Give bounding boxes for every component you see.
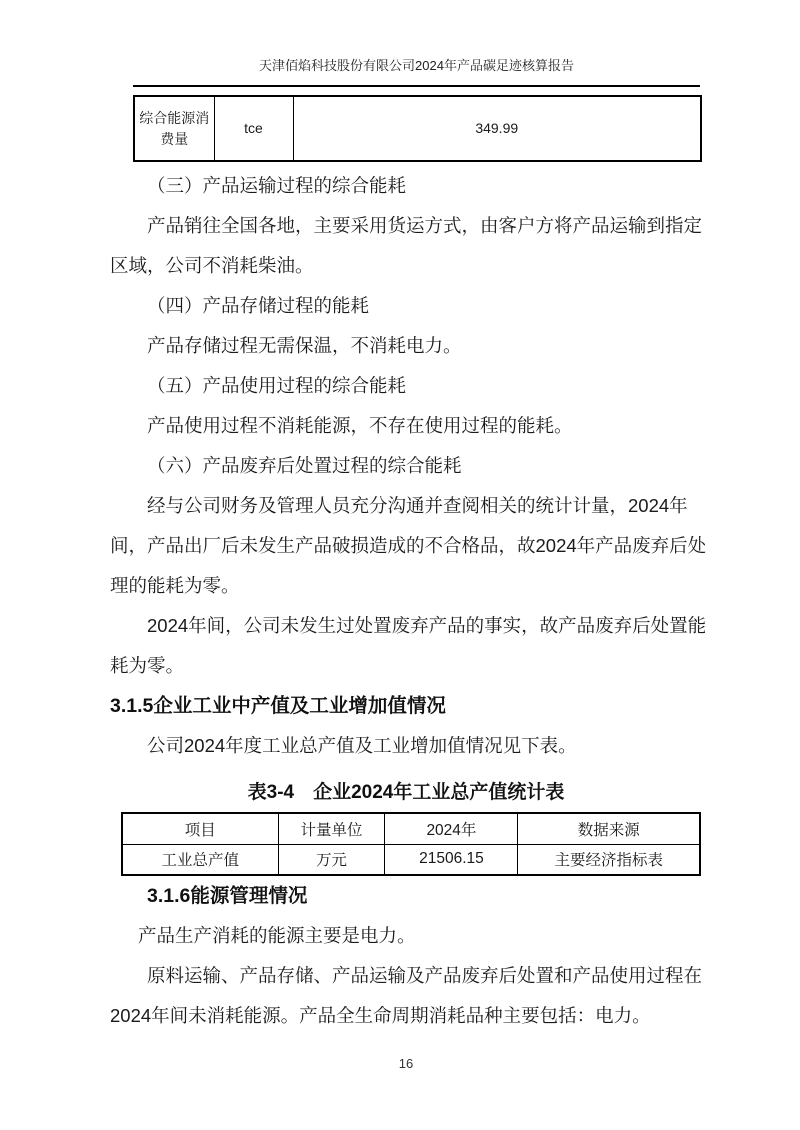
numbered-heading-3-1-5: 3.1.5企业工业中产值及工业增加值情况: [110, 695, 446, 717]
table-cell: 主要经济指标表: [518, 844, 700, 875]
energy-item-cell: 综合能源消费量: [134, 96, 214, 161]
section-heading-3: （三）产品运输过程的综合能耗: [147, 175, 407, 196]
column-header: 数据来源: [518, 813, 700, 844]
body-content: [110, 166, 707, 1036]
column-header: 计量单位: [278, 813, 385, 844]
column-header: 2024年: [385, 813, 518, 844]
table-cell: 21506.15: [385, 844, 518, 875]
paragraph-line: 间，产品出厂后未发生产品破损造成的不合格品，故2024年产品废弃后处: [110, 535, 707, 556]
numbered-heading-3-1-6: 3.1.6能源管理情况: [147, 885, 308, 907]
section-heading-5: （五）产品使用过程的综合能耗: [147, 375, 407, 396]
energy-consumption-table: [133, 95, 702, 162]
page-number: 16: [398, 1056, 414, 1071]
paragraph-line: 经与公司财务及管理人员充分沟通并查阅相关的统计计量，2024年: [147, 495, 688, 516]
table-3-4-caption: 表3-4 企业2024年工业总产值统计表: [247, 782, 565, 803]
energy-unit-cell: tce: [214, 96, 293, 161]
running-header-title: 天津佰焰科技股份有限公司2024年产品碳足迹核算报告: [259, 58, 574, 73]
industrial-output-table: [121, 812, 701, 876]
paragraph-line: 原料运输、产品存储、产品运输及产品废弃后处置和产品使用过程在: [147, 965, 703, 986]
paragraph-line: 耗为零。: [110, 655, 185, 676]
paragraph-line: 产品销往全国各地，主要采用货运方式，由客户方将产品运输到指定: [147, 215, 703, 236]
table-cell: 万元: [278, 844, 385, 875]
running-header: [133, 56, 700, 87]
column-header: 项目: [122, 813, 278, 844]
paragraph-line: 理的能耗为零。: [110, 575, 240, 596]
section-heading-4: （四）产品存储过程的能耗: [147, 295, 370, 316]
table-row: [134, 96, 701, 161]
paragraph-line: 产品存储过程无需保温，不消耗电力。: [147, 335, 462, 356]
table-header-row: [122, 813, 700, 844]
paragraph-line: 2024年间，公司未发生过处置废弃产品的事实，故产品废弃后处置能: [147, 615, 707, 636]
paragraph-line: 区域，公司不消耗柴油。: [110, 255, 314, 276]
paragraph-line: 2024年间未消耗能源。产品全生命周期消耗品种主要包括：电力。: [110, 1005, 651, 1026]
paragraph-line: 产品生产消耗的能源主要是电力。: [138, 925, 416, 946]
paragraph-line: 产品使用过程不消耗能源，不存在使用过程的能耗。: [147, 415, 573, 436]
energy-value-cell: 349.99: [293, 96, 701, 161]
section-heading-6: （六）产品废弃后处置过程的综合能耗: [147, 455, 462, 476]
paragraph-line: 公司2024年度工业总产值及工业增加值情况见下表。: [147, 735, 577, 756]
table-row: [122, 844, 700, 875]
table-cell: 工业总产值: [122, 844, 278, 875]
